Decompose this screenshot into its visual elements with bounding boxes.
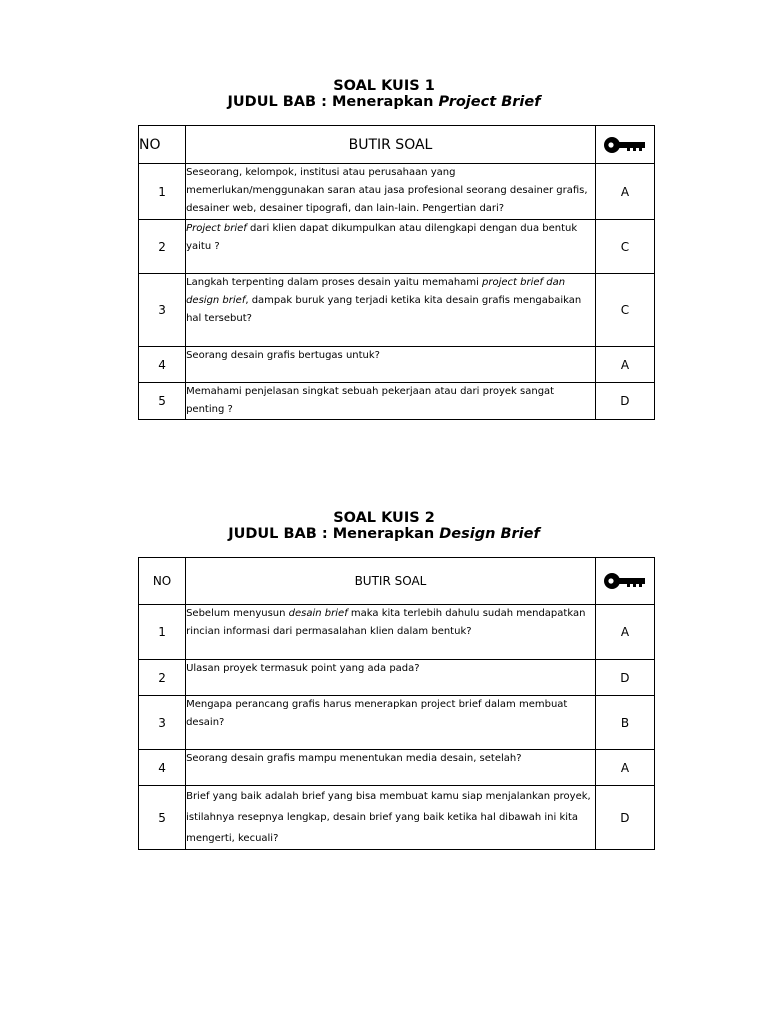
table-row: [139, 660, 655, 696]
quiz2-title-line1: SOAL KUIS 2: [333, 510, 435, 526]
question-text: [186, 274, 596, 347]
quiz2-chapter-prefix: JUDUL BAB : Menerapkan: [228, 526, 440, 542]
table-row: [139, 605, 655, 660]
question-number: 1: [139, 164, 186, 220]
quiz2-header-question: BUTIR SOAL: [186, 558, 596, 605]
quiz1-header-no: NO: [139, 126, 186, 164]
question-text-italic: Project brief: [186, 223, 247, 234]
question-text-body: Seorang desain grafis mampu menentukan media desain, setelah?: [186, 753, 522, 764]
question-text-body: Seorang desain grafis bertugas untuk?: [186, 350, 380, 361]
table-row: [139, 220, 655, 274]
quiz1-header-key: [595, 126, 654, 164]
quiz1-chapter-title: [0, 94, 768, 110]
question-text: [186, 750, 596, 786]
answer-key: D: [595, 786, 654, 850]
answer-key: C: [595, 220, 654, 274]
quiz1-chapter-prefix: JUDUL BAB : Menerapkan: [227, 94, 439, 110]
quiz2-table: [138, 557, 655, 850]
question-number: 1: [139, 605, 186, 660]
answer-key: D: [595, 383, 654, 420]
question-text-body: Seseorang, kelompok, institusi atau perusahaan yang memerlukan/menggunakan saran atau jasa profesional seorang desainer grafis, desainer web, desainer tipografi, dan lain-lain. Pengertian dari?: [186, 167, 588, 214]
answer-key: C: [595, 274, 654, 347]
key-icon: [603, 135, 647, 155]
question-text: [186, 696, 596, 750]
table-row: [139, 383, 655, 420]
question-text: [186, 786, 596, 850]
question-text-body: , dampak buruk yang terjadi ketika kita desain grafis mengabaikan hal tersebut?: [186, 295, 582, 324]
question-text-pre: Sebelum menyusun: [186, 608, 289, 619]
question-text-body: dari klien dapat dikumpulkan atau dilengkapi dengan dua bentuk yaitu ?: [186, 223, 578, 252]
question-text-pre: Langkah terpenting dalam proses desain yaitu memahami: [186, 277, 483, 288]
answer-key: A: [595, 347, 654, 383]
question-text-body: Mengapa perancang grafis harus menerapkan project brief dalam membuat desain?: [186, 699, 568, 728]
question-text: [186, 164, 596, 220]
question-text-italic: project brief dan design brief: [186, 277, 566, 306]
quiz2-chapter-title: [0, 526, 768, 542]
quiz1-title: [0, 78, 768, 110]
quiz2-chapter-italic: Design Brief: [439, 526, 540, 542]
quiz1-header-row: [139, 126, 655, 164]
question-text-body: Ulasan proyek termasuk point yang ada pada?: [186, 663, 420, 674]
question-text: [186, 383, 596, 420]
quiz1-header-question: BUTIR SOAL: [186, 126, 596, 164]
quiz2-header-key: [595, 558, 654, 605]
quiz2-header-no: NO: [139, 558, 186, 605]
question-text-body: Memahami penjelasan singkat sebuah pekerjaan atau dari proyek sangat penting ?: [186, 386, 555, 415]
key-icon: [603, 571, 647, 591]
question-text-italic: desain brief: [288, 608, 348, 619]
question-number: 4: [139, 347, 186, 383]
quiz1-title-line1: SOAL KUIS 1: [333, 78, 435, 94]
question-number: 3: [139, 696, 186, 750]
question-text: [186, 605, 596, 660]
question-text: [186, 347, 596, 383]
question-number: 5: [139, 383, 186, 420]
question-number: 4: [139, 750, 186, 786]
answer-key: B: [595, 696, 654, 750]
question-number: 2: [139, 220, 186, 274]
question-number: 3: [139, 274, 186, 347]
question-number: 2: [139, 660, 186, 696]
quiz2-header-row: [139, 558, 655, 605]
question-text: [186, 220, 596, 274]
table-row: [139, 750, 655, 786]
question-text-body: Brief yang baik adalah brief yang bisa membuat kamu siap menjalankan proyek, istilahnya resepnya lengkap, desain brief yang baik ketika hal dibawah ini kita mengerti, kecuali?: [186, 791, 591, 844]
quiz1-table: [138, 125, 655, 420]
answer-key: A: [595, 750, 654, 786]
answer-key: D: [595, 660, 654, 696]
quiz1-chapter-italic: Project Brief: [438, 94, 541, 110]
table-row: [139, 786, 655, 850]
answer-key: A: [595, 164, 654, 220]
question-text-body: maka kita terlebih dahulu sudah mendapatkan rincian informasi dari permasalahan klien dalam bentuk?: [186, 608, 586, 637]
table-row: [139, 696, 655, 750]
table-row: [139, 274, 655, 347]
table-row: [139, 347, 655, 383]
quiz2-title: [0, 510, 768, 542]
answer-key: A: [595, 605, 654, 660]
table-row: [139, 164, 655, 220]
question-text: [186, 660, 596, 696]
question-number: 5: [139, 786, 186, 850]
